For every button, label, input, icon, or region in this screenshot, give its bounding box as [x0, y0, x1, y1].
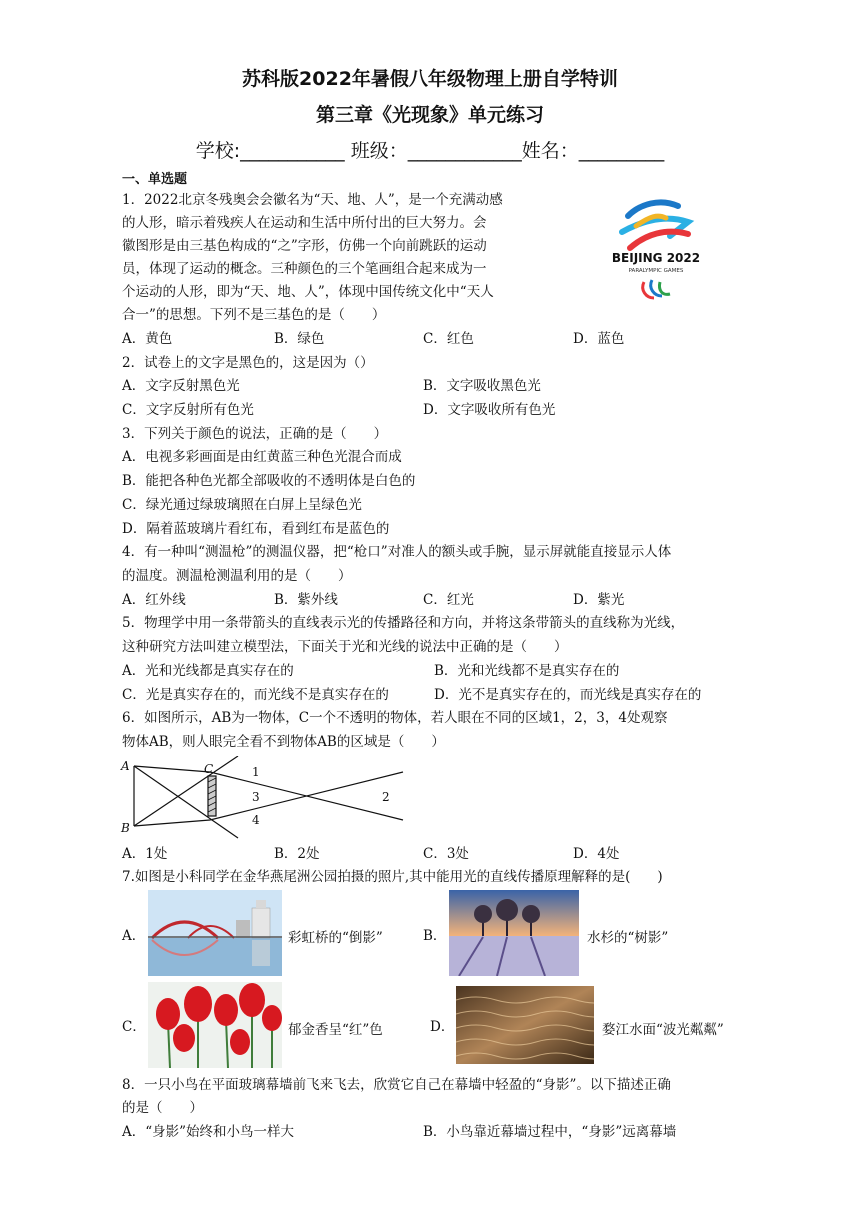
q7-caption-c: 郁金香呈“红”色 — [288, 1022, 383, 1038]
q1-line: 徽图形是由三基色构成的“之”字形，仿佛一个向前跳跃的运动 — [122, 238, 487, 254]
q5-option-d[interactable]: D．光不是真实存在的，而光线是真实存在的 — [434, 687, 702, 703]
q4-option-d[interactable]: D．紫光 — [573, 592, 625, 608]
q5-option-b[interactable]: B．光和光线都不是真实存在的 — [434, 663, 620, 679]
q4-option-c[interactable]: C．红光 — [423, 592, 474, 608]
q3-option-a[interactable]: A．电视多彩画面是由红黄蓝三种色光混合而成 — [122, 449, 402, 465]
q3-option-c[interactable]: C．绿光通过绿玻璃照在白屏上呈绿色光 — [122, 497, 362, 513]
section-heading: 一、单选题 — [122, 172, 188, 187]
q8-line: 8．一只小鸟在平面玻璃幕墙前飞来飞去，欣赏它自己在幕墙中轻盈的“身影”。以下描述正确 — [122, 1077, 671, 1093]
q2-stem: 2．试卷上的文字是黑色的，这是因为（） — [122, 355, 374, 371]
q4-line: 4．有一种叫“测温枪”的测温仪器，把“枪口”对准人的额头或手腕，显示屏就能直接显示人体 — [122, 544, 672, 560]
q1-line: 员，体现了运动的概念。三种颜色的三个笔画组合起来成为一 — [122, 261, 487, 277]
logo-subtext: PARALYMPIC GAMES — [628, 268, 684, 274]
q7-caption-a: 彩虹桥的“倒影” — [288, 930, 383, 946]
q7-option-a-letter[interactable]: A． — [122, 928, 146, 944]
q4-option-b[interactable]: B．紫外线 — [274, 592, 338, 608]
q5-line: 5．物理学中用一条带箭头的直线表示光的传播路径和方向，并将这条带箭头的直线称为光线， — [122, 615, 685, 631]
label-b: B — [121, 821, 130, 835]
q7-caption-b: 水杉的“树影” — [587, 930, 669, 946]
tulip-photo[interactable] — [148, 982, 282, 1068]
q6-option-a[interactable]: A．1处 — [122, 846, 168, 862]
q2-option-b[interactable]: B．文字吸收黑色光 — [423, 378, 541, 394]
q6-option-b[interactable]: B．2处 — [274, 846, 320, 862]
label-a: A — [121, 759, 130, 773]
q5-option-a[interactable]: A．光和光线都是真实存在的 — [122, 663, 294, 679]
q5-option-c[interactable]: C．光是真实存在的，而光线不是真实存在的 — [122, 687, 389, 703]
q1-option-b[interactable]: B．绿色 — [274, 331, 325, 347]
q1-line: 1．2022北京冬残奥会会徽名为“天、地、人”，是一个充满动感 — [122, 192, 503, 208]
q7-option-d-letter[interactable]: D． — [430, 1019, 455, 1035]
label-region-4: 4 — [252, 813, 260, 827]
q1-line: 的人形，暗示着残疾人在运动和生活中所付出的巨大努力。会 — [122, 215, 487, 231]
q7-stem: 7.如图是小科同学在金华燕尾洲公园拍摄的照片,其中能用光的直线传播原理解释的是( ) — [122, 869, 663, 885]
logo-text: BEIJING 2022 — [611, 251, 701, 265]
q1-line: 合一”的思想。下列不是三基色的是（ ） — [122, 307, 386, 323]
exam-title: 苏科版2022年暑假八年级物理上册自学特训 — [242, 68, 618, 90]
q6-line: 6．如图所示，AB为一物体，C一个不透明的物体，若人眼在不同的区域1，2，3，4处观察 — [122, 710, 668, 726]
q6-option-c[interactable]: C．3处 — [423, 846, 469, 862]
q1-option-d[interactable]: D．蓝色 — [573, 331, 625, 347]
rainbow-bridge-photo[interactable] — [148, 890, 282, 976]
q7-caption-d: 婺江水面“波光粼粼” — [602, 1022, 724, 1038]
q2-option-d[interactable]: D．文字吸收所有色光 — [423, 402, 556, 418]
q1-option-c[interactable]: C．红色 — [423, 331, 474, 347]
q4-line: 的温度。测温枪测温利用的是（ ） — [122, 568, 352, 584]
q8-option-b[interactable]: B．小鸟靠近幕墙过程中，“身影”远离幕墙 — [423, 1124, 677, 1140]
q1-option-a[interactable]: A．黄色 — [122, 331, 173, 347]
shadow-region-diagram — [118, 756, 414, 840]
q8-option-a[interactable]: A．“身影”始终和小鸟一样大 — [122, 1124, 295, 1140]
q8-line: 的是（ ） — [122, 1100, 203, 1116]
chapter-title: 第三章《光现象》单元练习 — [315, 104, 544, 126]
label-c: C — [204, 762, 214, 776]
tree-shadow-photo[interactable] — [449, 890, 579, 976]
q7-option-c-letter[interactable]: C． — [122, 1019, 146, 1035]
q2-option-c[interactable]: C．文字反射所有色光 — [122, 402, 254, 418]
label-region-1: 1 — [252, 765, 260, 779]
q6-option-d[interactable]: D．4处 — [573, 846, 620, 862]
q5-line: 这种研究方法叫建立模型法，下面关于光和光线的说法中正确的是（ ） — [122, 639, 568, 655]
q1-line: 个运动的人形，即为“天、地、人”，体现中国传统文化中“天人 — [122, 284, 494, 300]
q7-option-b-letter[interactable]: B． — [423, 928, 447, 944]
q3-option-d[interactable]: D．隔着蓝玻璃片看红布，看到红布是蓝色的 — [122, 521, 390, 537]
q3-stem: 3．下列关于颜色的说法，正确的是（ ） — [122, 426, 388, 442]
river-ripple-photo[interactable] — [456, 986, 594, 1064]
q6-line: 物体AB，则人眼完全看不到物体AB的区域是（ ） — [122, 734, 445, 750]
label-region-2: 2 — [382, 790, 390, 804]
label-region-3: 3 — [252, 790, 260, 804]
q2-option-a[interactable]: A．文字反射黑色光 — [122, 378, 240, 394]
student-info-fields: 学校:___________ 班级：____________姓名：_________ — [195, 140, 665, 162]
beijing-2022-paralympic-logo — [600, 186, 712, 304]
q3-option-b[interactable]: B．能把各种色光都全部吸收的不透明体是白色的 — [122, 473, 416, 489]
q4-option-a[interactable]: A．红外线 — [122, 592, 186, 608]
